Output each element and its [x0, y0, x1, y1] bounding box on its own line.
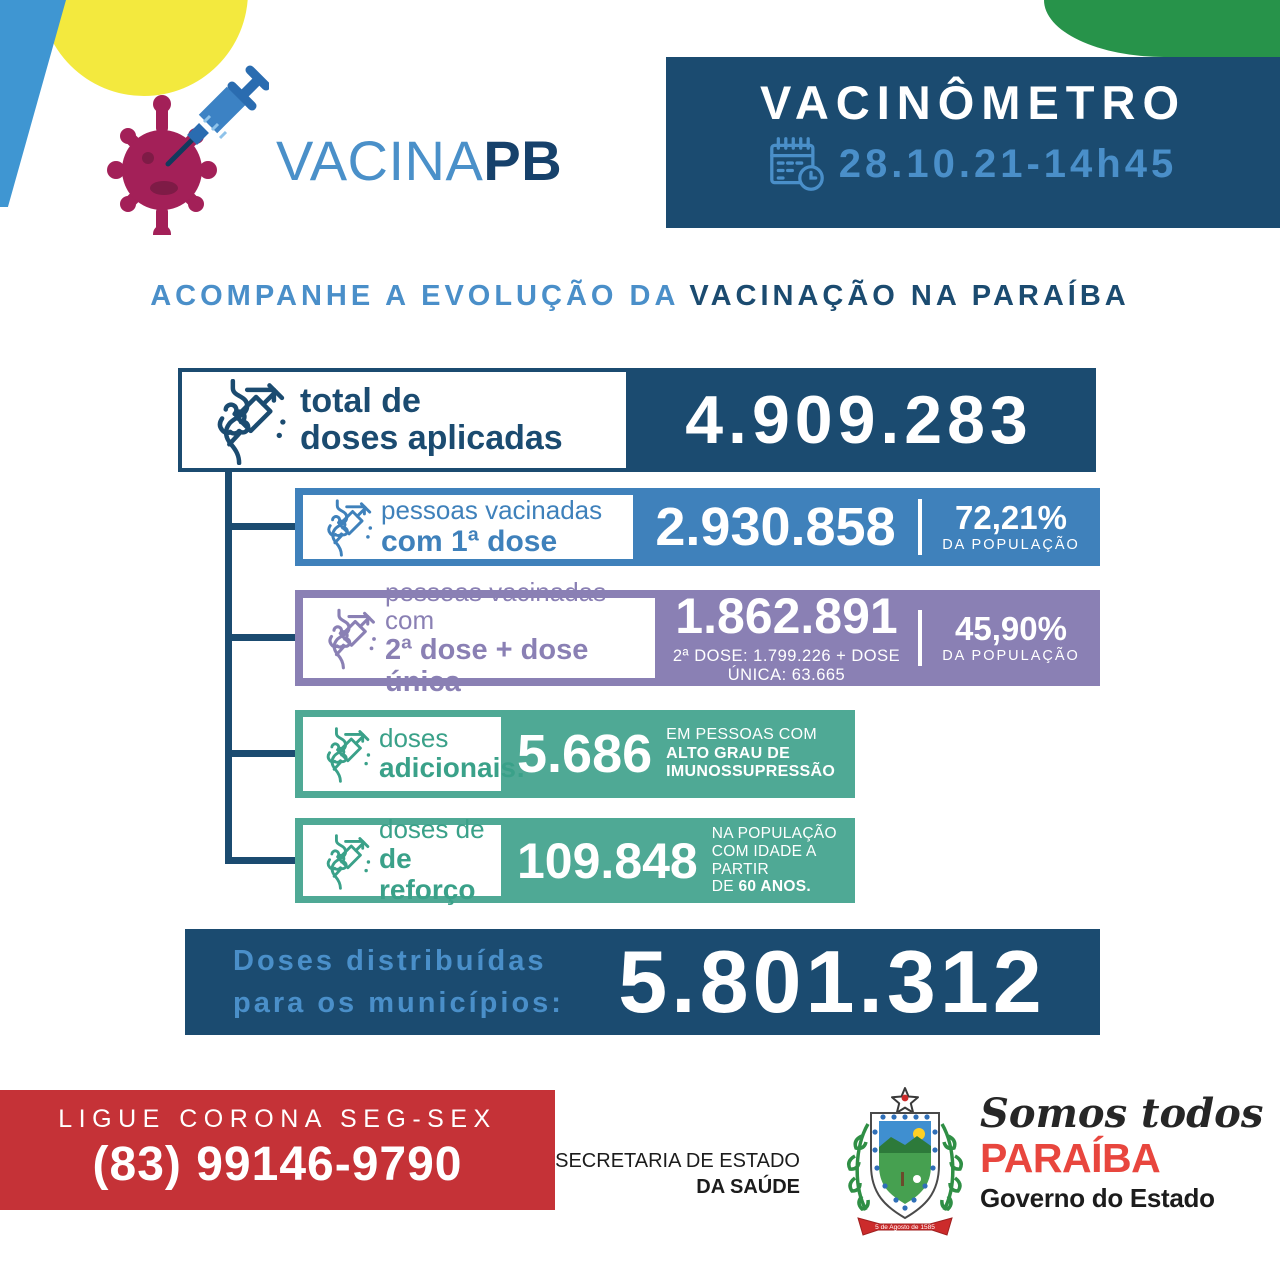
page-title: VACINÔMETRO [759, 76, 1186, 129]
coat-ribbon-text: 5 de Agosto de 1585 [875, 1224, 935, 1231]
header-datetime: 28.10.21-14h45 [838, 141, 1178, 186]
distributed-doses-value: 5.801.312 [618, 932, 1046, 1031]
first-dose-percent: 72,21% DA POPULAÇÃO [942, 498, 1080, 554]
additional-doses-row [295, 710, 855, 798]
total-doses-box [178, 368, 1096, 472]
second-dose-label-plate [303, 576, 655, 698]
injection-arm-icon [309, 499, 375, 557]
paraiba-coat-of-arms [838, 1084, 972, 1256]
injection-arm-icon [309, 608, 379, 670]
second-dose-value-block [655, 588, 918, 685]
tree-connector-stub-3 [225, 750, 305, 757]
corner-blue-wedge [0, 0, 66, 207]
total-doses-value: 4.909.283 [626, 372, 1092, 468]
second-dose-label: pessoas vacinadas com 2ª dose + dose única [385, 576, 607, 698]
booster-doses-label: doses de de reforço [379, 814, 485, 905]
calendar-clock-icon [769, 136, 825, 192]
booster-doses-note: NA POPULAÇÃO COM IDADE A PARTIR DE 60 ANOS. [711, 824, 837, 896]
distributed-doses-box [185, 929, 1100, 1035]
booster-doses-value: 109.848 [517, 832, 698, 889]
distributed-doses-label: Doses distribuídas para os municípios: [233, 944, 564, 1019]
hotline-phone: (83) 99146-9790 [92, 1138, 463, 1191]
injection-arm-icon [309, 834, 373, 890]
subtitle [0, 280, 1280, 313]
booster-doses-label-plate [303, 814, 501, 905]
first-dose-value: 2.930.858 [655, 497, 896, 557]
first-dose-label: pessoas vacinadas com 1ª dose [381, 495, 603, 558]
paraiba-wordmark: PARAÍBA [980, 1135, 1161, 1181]
total-doses-label: total de doses aplicadas [300, 382, 563, 457]
hotline-label: LIGUE CORONA SEG-SEX [58, 1105, 497, 1133]
first-dose-label-plate [303, 495, 633, 559]
tree-connector-stub-2 [225, 634, 305, 641]
header-box [666, 57, 1280, 228]
booster-doses-row [295, 814, 855, 905]
total-doses-label-area [182, 372, 626, 468]
second-dose-breakdown: 2ª DOSE: 1.799.226 + DOSE ÚNICA: 63.665 [672, 647, 901, 684]
additional-doses-value: 5.686 [517, 724, 653, 784]
hotline-box [0, 1090, 555, 1210]
tree-connector-stub-4 [225, 857, 305, 864]
tree-connector-stub-1 [225, 523, 305, 530]
virus-syringe-icon [104, 60, 269, 235]
governo-do-estado-label: Governo do Estado [980, 1183, 1215, 1213]
subtitle-dark: VACINAÇÃO NA PARAÍBA [689, 280, 1130, 312]
corner-green-shape [1044, 0, 1280, 57]
second-dose-row [295, 576, 1100, 698]
brand-light: VACINA [276, 129, 484, 192]
second-dose-value: 1.862.891 [675, 588, 898, 644]
header-date-row [666, 136, 1280, 192]
government-signature [980, 1090, 1264, 1214]
health-secretariat-label: SECRETARIA DE ESTADO DA SAÚDE [555, 1150, 800, 1198]
injection-arm-icon [190, 379, 290, 465]
second-dose-percent: 45,90% DA POPULAÇÃO [942, 609, 1080, 665]
first-dose-row [295, 488, 1100, 566]
additional-doses-label-plate [303, 717, 526, 791]
brand-logo-text [276, 128, 562, 193]
somos-todos-script: Somos todos [980, 1090, 1264, 1137]
additional-doses-label: doses adicionais: [379, 723, 526, 783]
brand-dark: PB [483, 129, 563, 192]
additional-doses-note: EM PESSOAS COM ALTO GRAU DE IMUNOSSUPRESSÃO [666, 726, 836, 781]
subtitle-light: ACOMPANHE A EVOLUÇÃO DA [150, 280, 680, 312]
injection-arm-icon [309, 727, 373, 783]
